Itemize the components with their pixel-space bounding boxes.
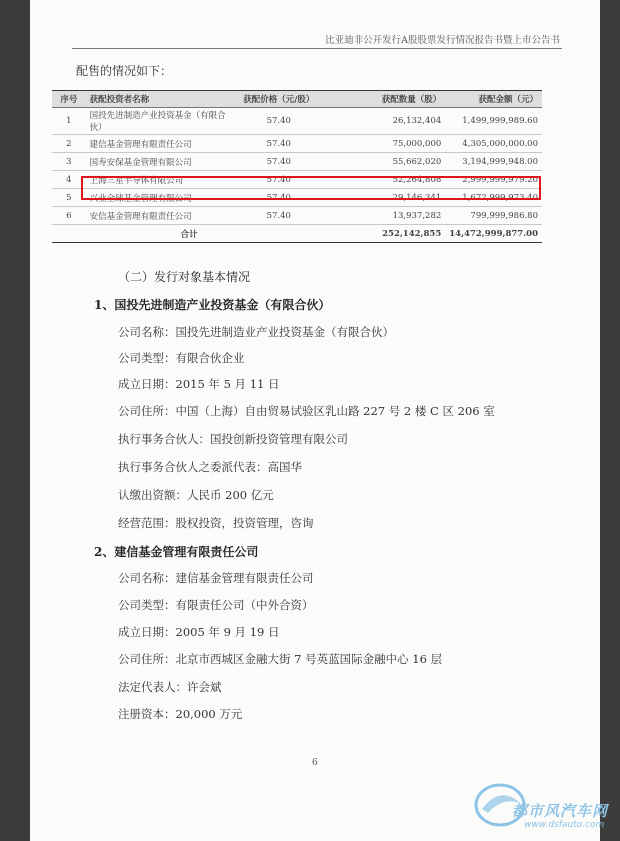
row-price: 57.40	[231, 171, 326, 189]
row-quantity: 52,264,808	[326, 171, 445, 189]
entity1-line: 认缴出资额：人民币 200 亿元	[118, 488, 274, 502]
col-header-investor: 获配投资者名称	[86, 91, 232, 108]
total-quantity: 252,142,855	[326, 225, 445, 243]
total-amount: 14,472,999,877.00	[445, 225, 542, 243]
entity1-line: 公司名称：国投先进制造业产业投资基金（有限合伙）	[118, 325, 394, 339]
row-price: 57.40	[231, 108, 326, 135]
row-quantity: 75,000,000	[326, 135, 445, 153]
row-no: 6	[52, 207, 86, 225]
entity1-heading: 1、国投先进制造产业投资基金（有限合伙）	[94, 298, 331, 312]
table-row	[52, 153, 542, 171]
watermark-text: 都市风汽车网	[512, 802, 609, 820]
row-amount: 2,999,999,979.20	[445, 171, 542, 189]
entity2-line: 成立日期：2005 年 9 月 19 日	[118, 625, 280, 639]
row-price: 57.40	[231, 153, 326, 171]
entity2-line: 公司住所：北京市西城区金融大街 7 号英蓝国际金融中心 16 层	[118, 652, 443, 666]
row-no: 1	[52, 108, 86, 135]
entity2-line: 注册资本：20,000 万元	[118, 707, 243, 721]
row-investor: 安信基金管理有限责任公司	[86, 207, 232, 225]
row-investor: 建信基金管理有限责任公司	[86, 135, 232, 153]
table-total-row	[52, 225, 542, 243]
row-amount: 1,499,999,989.60	[445, 108, 542, 135]
entity1-line: 公司类型：有限合伙企业	[118, 351, 245, 365]
intro-text: 配售的情况如下：	[76, 64, 173, 78]
document-header: 比亚迪非公开发行A股股票发行情况报告书暨上市公告书	[325, 35, 560, 46]
row-quantity: 13,937,282	[326, 207, 445, 225]
col-header-price: 获配价格（元/股）	[231, 91, 326, 108]
section-heading: （二）发行对象基本情况	[118, 270, 251, 284]
row-price: 57.40	[231, 189, 326, 207]
entity2-line: 法定代表人：许会斌	[118, 680, 222, 694]
entity2-line: 公司类型：有限责任公司（中外合资）	[118, 598, 314, 612]
row-price: 57.40	[231, 135, 326, 153]
row-quantity: 55,662,020	[326, 153, 445, 171]
watermark-url: www.dsfauto.com	[524, 820, 605, 830]
entity1-line: 执行事务合伙人：国投创新投资管理有限公司	[118, 432, 348, 446]
row-no: 4	[52, 171, 86, 189]
row-no: 3	[52, 153, 86, 171]
row-amount: 799,999,986.80	[445, 207, 542, 225]
entity2-heading: 2、建信基金管理有限责任公司	[94, 545, 259, 559]
row-price: 57.40	[231, 207, 326, 225]
col-header-no: 序号	[52, 91, 86, 108]
entity1-line: 公司住所：中国（上海）自由贸易试验区乳山路 227 号 2 楼 C 区 206 室	[118, 404, 495, 418]
entity1-line: 成立日期：2015 年 5 月 11 日	[118, 377, 280, 391]
entity1-line: 经营范围：股权投资，投资管理，咨询	[118, 516, 314, 530]
row-amount: 4,305,000,000.00	[445, 135, 542, 153]
table-header-row	[52, 91, 542, 108]
row-amount: 3,194,999,948.00	[445, 153, 542, 171]
table-row	[52, 135, 542, 153]
highlight-box	[81, 176, 541, 200]
entity2-line: 公司名称：建信基金管理有限责任公司	[118, 571, 314, 585]
table-row	[52, 108, 542, 135]
row-quantity: 29,146,341	[326, 189, 445, 207]
row-no: 2	[52, 135, 86, 153]
col-header-amount: 获配金额（元）	[445, 91, 542, 108]
row-investor: 上海三星半导体有限公司	[86, 171, 232, 189]
table-row	[52, 207, 542, 225]
total-label: 合计	[52, 225, 326, 243]
row-investor: 兴业全球基金管理有限公司	[86, 189, 232, 207]
page-number: 6	[312, 758, 318, 768]
row-investor: 国寿安保基金管理有限公司	[86, 153, 232, 171]
header-rule	[72, 48, 562, 49]
row-investor: 国投先进制造产业投资基金（有限合伙）	[86, 108, 232, 135]
col-header-quantity: 获配数量（股）	[326, 91, 445, 108]
row-quantity: 26,132,404	[326, 108, 445, 135]
row-amount: 1,672,999,973.40	[445, 189, 542, 207]
entity1-line: 执行事务合伙人之委派代表：高国华	[118, 460, 302, 474]
allocation-table	[52, 90, 542, 243]
row-no: 5	[52, 189, 86, 207]
